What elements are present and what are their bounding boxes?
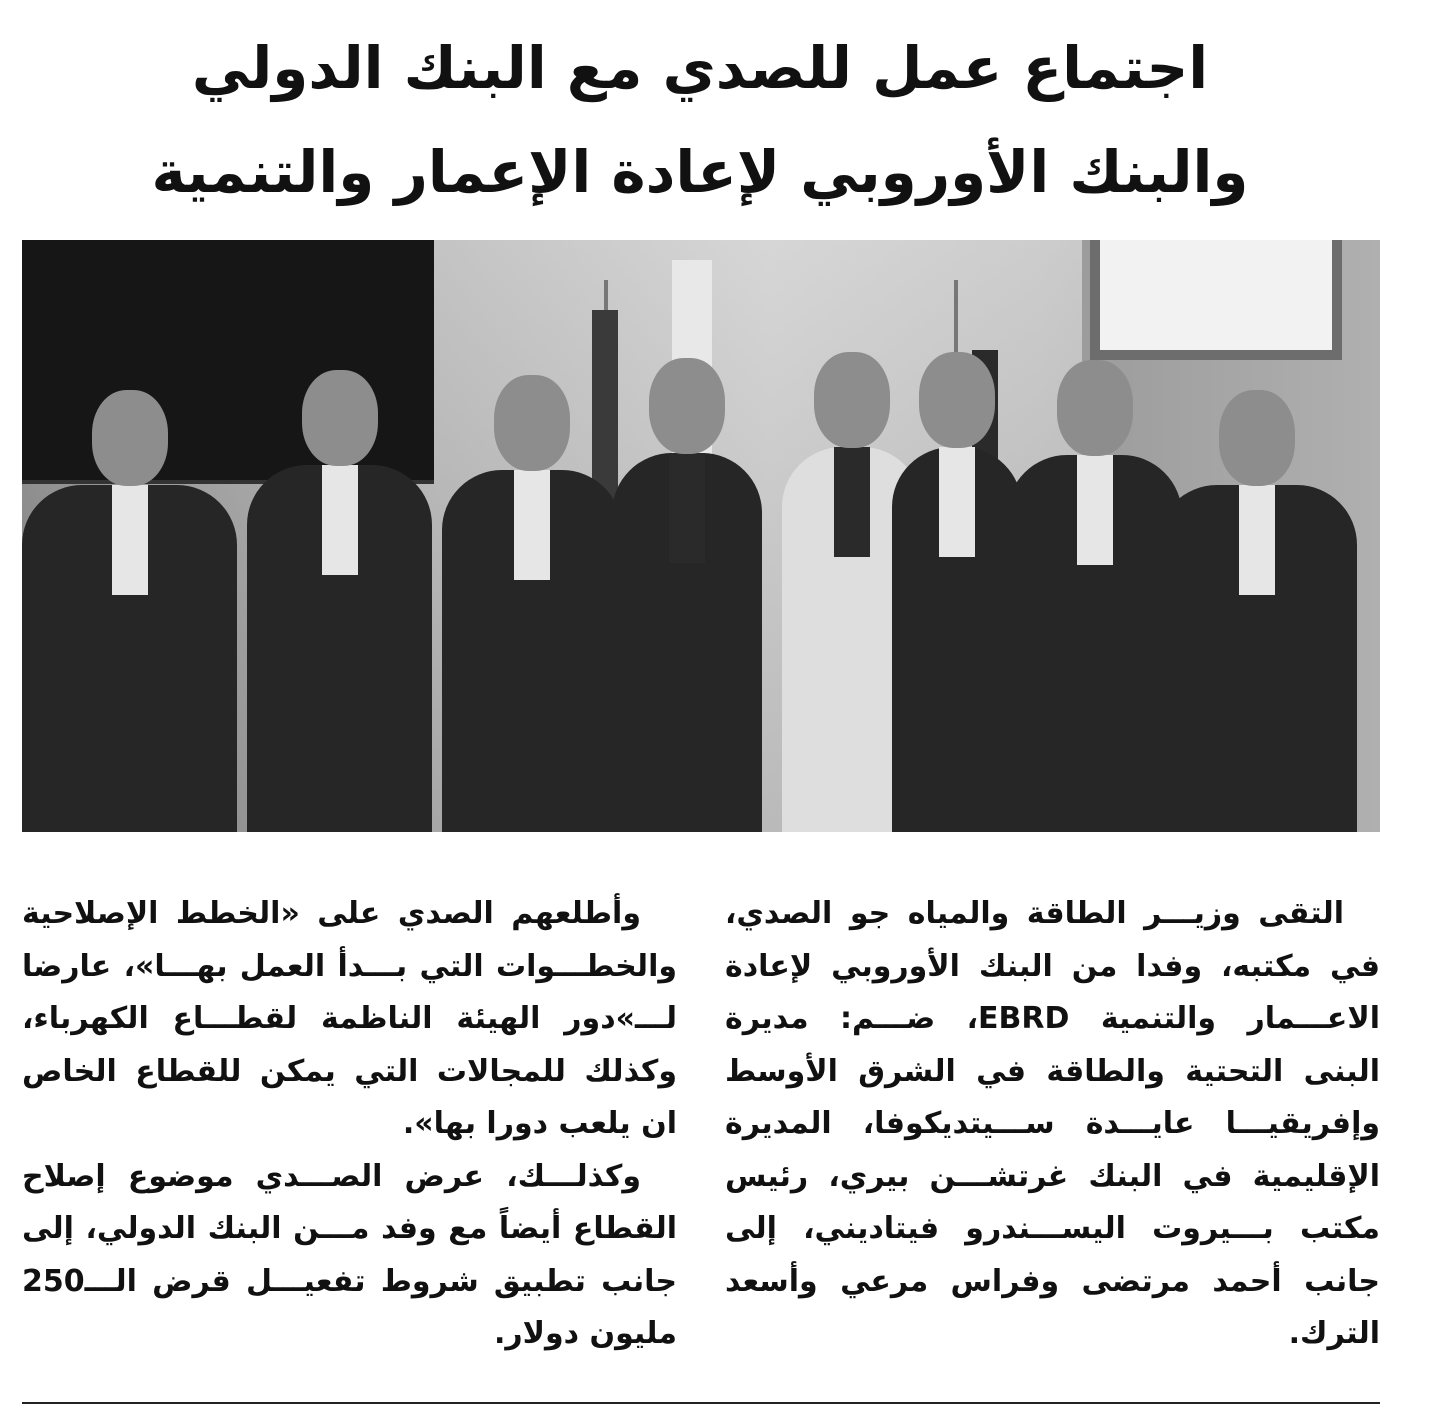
article-line: الإقليمية في البنك غرتشـــن بيري، رئيس	[725, 1158, 1380, 1194]
article-line: والخطـــوات التي بـــدأ العمل بهـــا»، عارضا	[22, 948, 677, 984]
article-line: جانب أحمد مرتضى وفراس مرعي وأسعد	[725, 1263, 1380, 1299]
article-line: لـــ»دور الهيئة الناظمة لقطـــاع الكهرباء،	[22, 1001, 677, 1036]
article-line: الترك.	[1288, 1316, 1380, 1351]
photo-person	[1157, 240, 1357, 832]
bottom-rule	[22, 1402, 1380, 1404]
article-column-left	[22, 888, 677, 1361]
article-column-right	[725, 888, 1380, 1361]
headline-line-1: اجتماع عمل للصدي مع البنك الدولي	[191, 34, 1209, 102]
article-line: في مكتبه، وفدا من البنك الأوروبي لإعادة	[725, 948, 1380, 984]
photo-person	[442, 240, 622, 832]
photo-person	[22, 240, 237, 832]
photo-person	[892, 240, 1022, 832]
photo-person	[247, 240, 432, 832]
group-photo	[22, 240, 1380, 832]
headline-line-2: والبنك الأوروبي لإعادة الإعمار والتنمية	[151, 138, 1249, 206]
article-line: وكذلك للمجالات التي يمكن للقطاع الخاص	[22, 1053, 677, 1089]
article-line: وكذلـــك، عرض الصـــدي موضوع إصلاح	[22, 1158, 641, 1194]
photo-person	[612, 240, 762, 832]
article-line: مليون دولار.	[494, 1316, 677, 1351]
article-line: ان يلعب دورا بها».	[402, 1106, 677, 1141]
article-line: وأطلعهم الصدي على «الخطط الإصلاحية	[22, 896, 641, 931]
article-line: البنى التحتية والطاقة في الشرق الأوسط	[725, 1053, 1380, 1089]
article-line: الاعـــمار والتنمية EBRD، ضـــم: مديرة	[725, 1001, 1380, 1036]
article-line: جانب تطبيق شروط تفعيـــل قرض الـــ250	[22, 1263, 677, 1299]
article-line: مكتب بـــيروت اليســـندرو فيتاديني، إلى	[725, 1211, 1380, 1246]
article-line: القطاع أيضاً مع وفد مـــن البنك الدولي، إلى	[22, 1211, 677, 1246]
article-line: التقى وزيـــر الطاقة والمياه جو الصدي،	[725, 896, 1344, 931]
article-line: وإفريقيـــا عايـــدة ســـيتديكوفا، المديرة	[725, 1106, 1380, 1141]
photo-person	[1007, 240, 1182, 832]
